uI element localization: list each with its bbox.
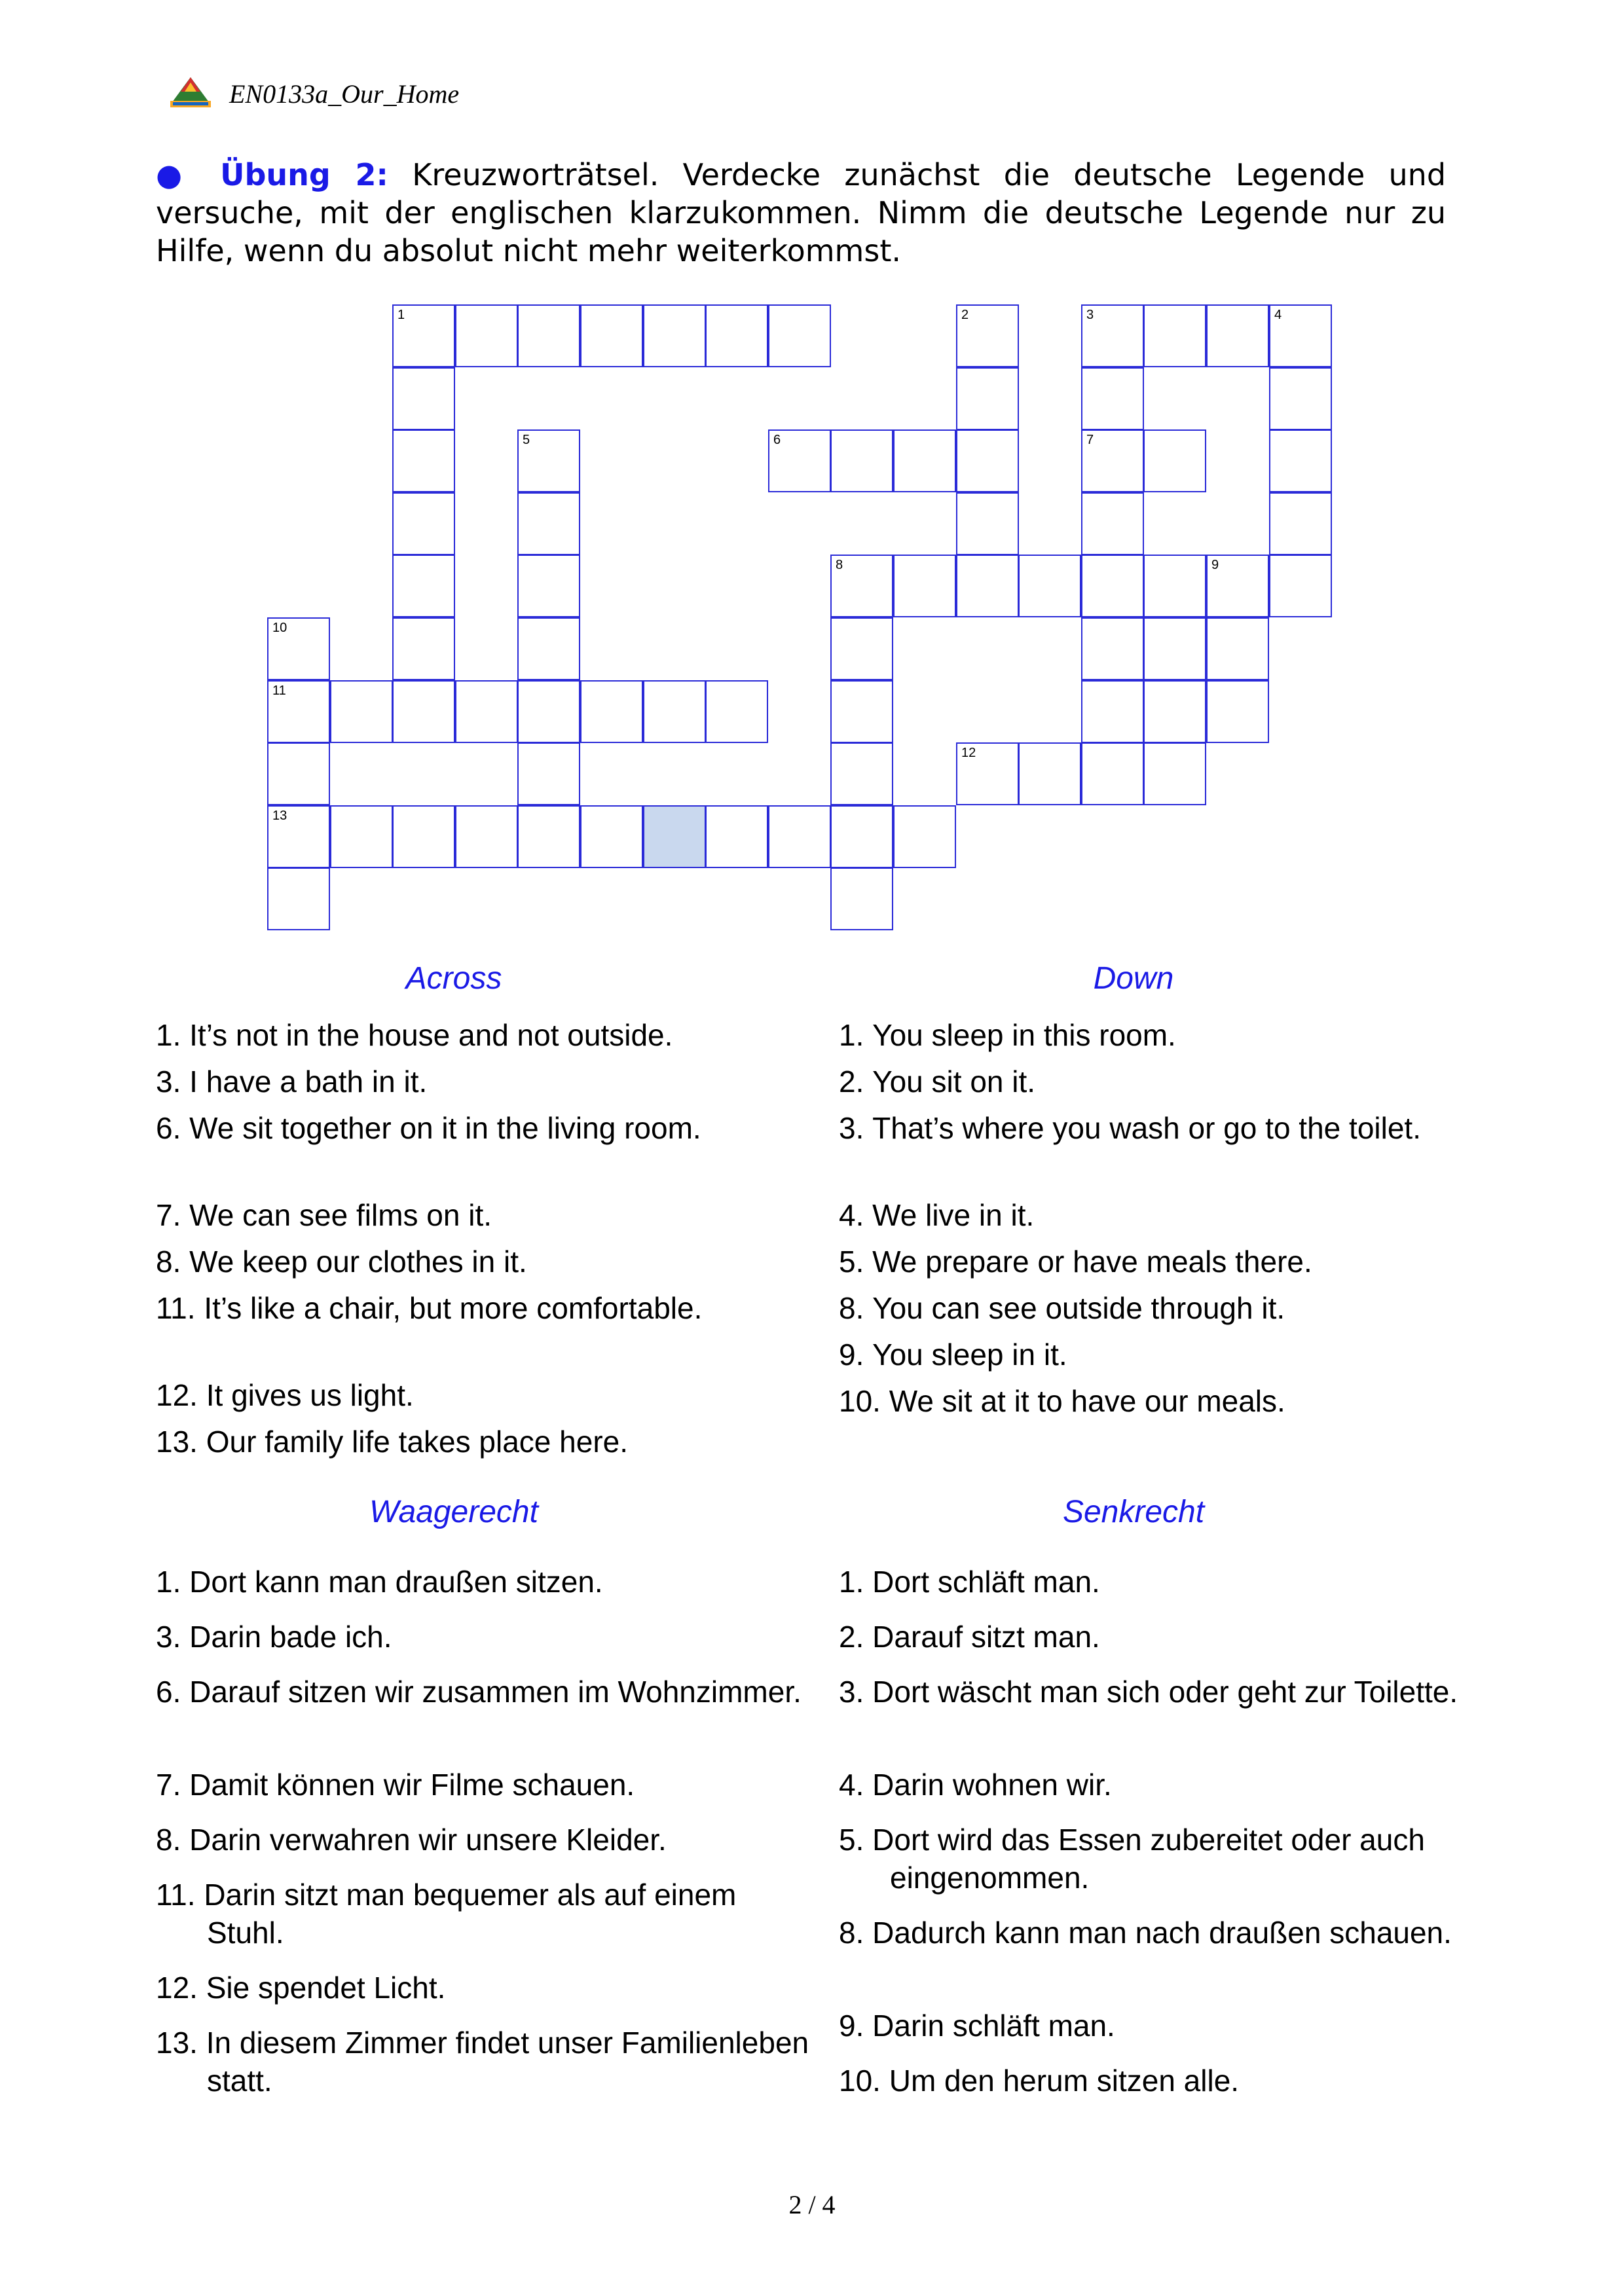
crossword-cell[interactable] xyxy=(705,805,768,868)
clue-de-down-9: 9. Darin schläft man. xyxy=(839,2009,1115,2043)
clue-number: 13 xyxy=(272,809,287,823)
crossword-cell-5[interactable] xyxy=(517,429,580,492)
crossword-cell[interactable] xyxy=(392,805,455,868)
crossword-cell[interactable] xyxy=(830,680,893,743)
crossword-cell-6[interactable] xyxy=(768,429,831,492)
crossword-cell[interactable] xyxy=(830,617,893,680)
crossword-cell[interactable] xyxy=(392,492,455,555)
crossword-cell[interactable] xyxy=(1081,367,1144,430)
clue-en-across-7: 7. We can see films on it. xyxy=(156,1198,492,1232)
crossword-cell[interactable] xyxy=(392,429,455,492)
crossword-cell[interactable] xyxy=(705,680,768,743)
crossword-cell-8[interactable] xyxy=(830,555,893,617)
clue-en-across-11: 11. It’s like a chair, but more comfortable. xyxy=(156,1291,703,1325)
crossword-cell[interactable] xyxy=(1206,617,1269,680)
crossword-cell[interactable] xyxy=(1269,555,1332,617)
crossword-cell[interactable] xyxy=(330,805,393,868)
clue-number: 1 xyxy=(397,308,405,322)
clue-number: 9 xyxy=(1211,558,1219,572)
clue-en-across-6: 6. We sit together on it in the living room. xyxy=(156,1111,701,1145)
clue-de-across-8: 8. Darin verwahren wir unsere Kleider. xyxy=(156,1823,667,1857)
clue-en-down-1: 1. You sleep in this room. xyxy=(839,1018,1176,1052)
clue-de-down-5: 5. Dort wird das Essen zubereitet oder auch eingenommen. xyxy=(839,1823,1425,1895)
crossword-cell[interactable] xyxy=(830,867,893,930)
clue-number: 7 xyxy=(1086,433,1094,447)
crossword-cell[interactable] xyxy=(517,555,580,617)
german-down-column xyxy=(839,1493,1428,1532)
crossword-cell-2[interactable] xyxy=(956,304,1019,367)
clue-de-down-3: 3. Dort wäscht man sich oder geht zur Toilette. xyxy=(839,1675,1458,1709)
crossword-cell[interactable] xyxy=(1143,617,1206,680)
crossword-cell[interactable] xyxy=(1018,555,1081,617)
crossword-cell[interactable] xyxy=(392,617,455,680)
clue-de-across-11: 11. Darin sitzt man bequemer als auf einem Stuhl. xyxy=(156,1878,737,1950)
crossword-cell[interactable] xyxy=(1143,742,1206,805)
crossword-cell[interactable] xyxy=(1269,367,1332,430)
crossword-cell[interactable] xyxy=(455,680,518,743)
crossword-cell[interactable] xyxy=(768,805,831,868)
clue-de-across-1: 1. Dort kann man draußen sitzen. xyxy=(156,1565,603,1599)
crossword-cell[interactable] xyxy=(1081,742,1144,805)
exercise-text: Kreuzworträtsel. Verdecke zunächst die deutsche Legende und versuche, mit der englischen klarzukommen. Nimm die deutsche Legende nur zu Hilfe, wenn du absolut nicht mehr weiterkommst. xyxy=(156,157,1447,268)
crossword-cell[interactable] xyxy=(830,805,893,868)
clue-number: 5 xyxy=(523,433,530,447)
crossword-cell[interactable] xyxy=(956,492,1019,555)
bullet-icon: ● xyxy=(156,157,196,192)
crossword-cell[interactable] xyxy=(643,805,706,868)
crossword-cell[interactable] xyxy=(1206,304,1269,367)
clue-en-down-8: 8. You can see outside through it. xyxy=(839,1291,1285,1325)
crossword-cell[interactable] xyxy=(1143,555,1206,617)
document-id: EN0133a_Our_Home xyxy=(229,79,460,109)
crossword-cell[interactable] xyxy=(1206,680,1269,743)
clue-de-down-2: 2. Darauf sitzt man. xyxy=(839,1620,1100,1654)
clue-de-down-1: 1. Dort schläft man. xyxy=(839,1565,1100,1599)
clue-de-across-3: 3. Darin bade ich. xyxy=(156,1620,392,1654)
crossword-cell[interactable] xyxy=(956,555,1019,617)
crossword-cell[interactable] xyxy=(1018,742,1081,805)
crossword-cell[interactable] xyxy=(893,429,956,492)
crossword-cell[interactable] xyxy=(517,492,580,555)
clue-number: 10 xyxy=(272,621,287,635)
crossword-cell[interactable] xyxy=(517,805,580,868)
crossword-cell[interactable] xyxy=(517,617,580,680)
down-heading: Down xyxy=(1093,961,1174,996)
german-across-column xyxy=(156,1493,752,1532)
crossword-cell[interactable] xyxy=(1081,680,1144,743)
crossword-cell[interactable] xyxy=(580,680,643,743)
crossword-cell[interactable] xyxy=(392,555,455,617)
english-across-column xyxy=(156,959,752,998)
clue-de-across-6: 6. Darauf sitzen wir zusammen im Wohnzimmer. xyxy=(156,1675,802,1709)
english-down-column xyxy=(839,959,1428,998)
senkrecht-heading: Senkrecht xyxy=(1062,1495,1205,1529)
clue-number: 11 xyxy=(272,683,286,698)
crossword-grid xyxy=(0,0,1624,943)
waagerecht-heading: Waagerecht xyxy=(369,1495,538,1529)
crossword-cell[interactable] xyxy=(893,805,956,868)
crossword-cell[interactable] xyxy=(580,304,643,367)
crossword-cell[interactable] xyxy=(517,304,580,367)
page-number: 2 / 4 xyxy=(788,2190,836,2219)
crossword-cell[interactable] xyxy=(643,680,706,743)
crossword-cell[interactable] xyxy=(768,304,831,367)
clue-en-down-9: 9. You sleep in it. xyxy=(839,1338,1067,1372)
crossword-cell[interactable] xyxy=(455,805,518,868)
crossword-cell[interactable] xyxy=(956,367,1019,430)
clue-de-across-7: 7. Damit können wir Filme schauen. xyxy=(156,1768,635,1802)
clue-de-down-10: 10. Um den herum sitzen alle. xyxy=(839,2064,1240,2098)
crossword-cell[interactable] xyxy=(830,429,893,492)
crossword-cell[interactable] xyxy=(1081,617,1144,680)
crossword-cell[interactable] xyxy=(893,555,956,617)
clue-en-down-4: 4. We live in it. xyxy=(839,1198,1035,1232)
clue-de-across-13: 13. In diesem Zimmer findet unser Familienleben statt. xyxy=(156,2026,809,2098)
crossword-cell[interactable] xyxy=(705,304,768,367)
clue-en-across-12: 12. It gives us light. xyxy=(156,1378,414,1412)
clue-number: 6 xyxy=(773,433,781,447)
crossword-cell[interactable] xyxy=(1269,492,1332,555)
crossword-cell[interactable] xyxy=(517,742,580,805)
crossword-cell-10[interactable] xyxy=(267,617,330,680)
clue-number: 4 xyxy=(1274,308,1282,322)
clue-de-down-8: 8. Dadurch kann man nach draußen schauen. xyxy=(839,1916,1452,1950)
crossword-cell-1[interactable] xyxy=(392,304,455,367)
crossword-cell[interactable] xyxy=(392,680,455,743)
clue-de-down-4: 4. Darin wohnen wir. xyxy=(839,1768,1112,1802)
clue-en-down-10: 10. We sit at it to have our meals. xyxy=(839,1384,1285,1418)
crossword-cell[interactable] xyxy=(267,742,330,805)
crossword-cell[interactable] xyxy=(1081,492,1144,555)
crossword-cell-3[interactable] xyxy=(1081,304,1144,367)
crossword-cell[interactable] xyxy=(1143,429,1206,492)
crossword-cell-4[interactable] xyxy=(1269,304,1332,367)
clue-en-across-3: 3. I have a bath in it. xyxy=(156,1065,428,1099)
crossword-cell[interactable] xyxy=(330,680,393,743)
across-heading: Across xyxy=(405,961,502,996)
crossword-cell[interactable] xyxy=(1081,555,1144,617)
clue-en-across-13: 13. Our family life takes place here. xyxy=(156,1425,628,1459)
crossword-cell[interactable] xyxy=(830,742,893,805)
crossword-cell[interactable] xyxy=(643,304,706,367)
clue-number: 8 xyxy=(836,558,843,572)
exercise-label: Übung 2: xyxy=(220,157,388,192)
clue-number: 2 xyxy=(961,308,969,322)
clue-en-down-3: 3. That’s where you wash or go to the toilet. xyxy=(839,1111,1421,1145)
crossword-cell-9[interactable] xyxy=(1206,555,1269,617)
crossword-cell[interactable] xyxy=(1143,680,1206,743)
crossword-cell[interactable] xyxy=(517,680,580,743)
clue-en-down-2: 2. You sit on it. xyxy=(839,1065,1036,1099)
clue-number: 3 xyxy=(1086,308,1094,322)
crossword-cell-11[interactable] xyxy=(267,680,330,743)
clue-de-across-12: 12. Sie spendet Licht. xyxy=(156,1971,446,2005)
crossword-cell[interactable] xyxy=(1143,304,1206,367)
crossword-cell[interactable] xyxy=(956,429,1019,492)
crossword-cell[interactable] xyxy=(580,805,643,868)
clue-number: 12 xyxy=(961,746,976,760)
crossword-cell[interactable] xyxy=(455,304,518,367)
clue-en-down-5: 5. We prepare or have meals there. xyxy=(839,1245,1312,1279)
clue-en-across-8: 8. We keep our clothes in it. xyxy=(156,1245,527,1279)
clue-en-across-1: 1. It’s not in the house and not outside. xyxy=(156,1018,673,1052)
crossword-cell[interactable] xyxy=(267,867,330,930)
crossword-cell-7[interactable] xyxy=(1081,429,1144,492)
crossword-cell-12[interactable] xyxy=(956,742,1019,805)
crossword-cell-13[interactable] xyxy=(267,805,330,868)
crossword-cell[interactable] xyxy=(392,367,455,430)
crossword-cell[interactable] xyxy=(1269,429,1332,492)
